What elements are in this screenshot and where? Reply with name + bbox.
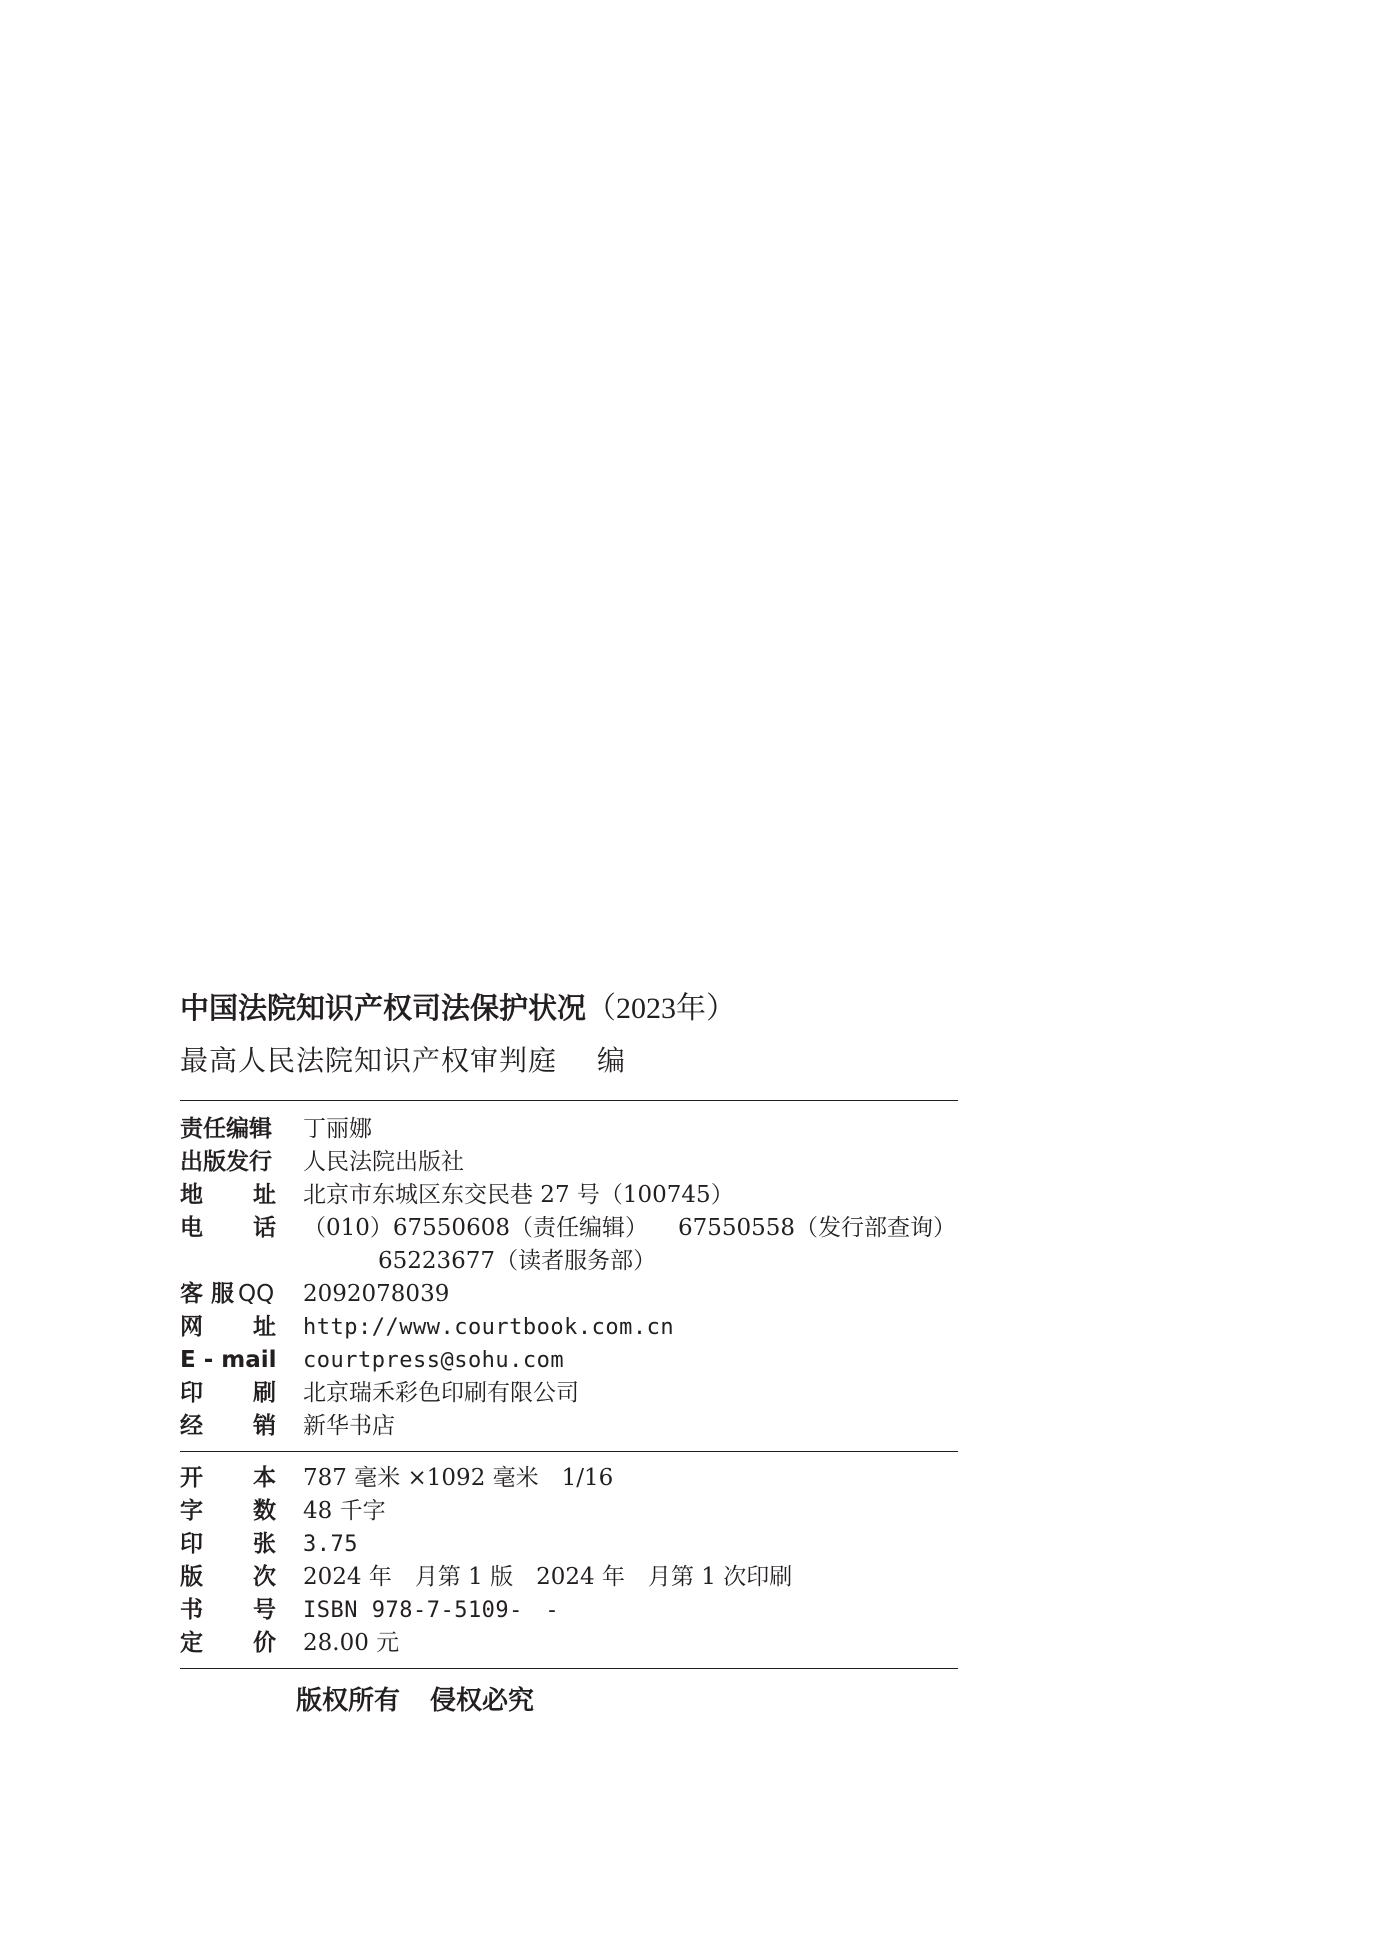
copyright-infringement: 侵权必究	[430, 1686, 535, 1716]
info-value-publisher: 人民法院出版社	[303, 1149, 464, 1175]
info-row-printer	[180, 1377, 958, 1410]
info-row-publisher	[180, 1146, 958, 1179]
info-label-website: 网 址	[180, 1314, 276, 1340]
copyright-page	[180, 983, 958, 1721]
info-row-distributor	[180, 1410, 958, 1443]
spec-label-sheets: 印 张	[180, 1531, 276, 1557]
spec-label-word-count: 字 数	[180, 1498, 276, 1524]
spec-row-sheets	[180, 1528, 958, 1561]
spec-value-price: 28.00 元	[303, 1630, 400, 1656]
info-label-qq: 客 服 QQ	[180, 1281, 275, 1307]
info-value-distributor: 新华书店	[303, 1413, 395, 1439]
divider-bottom	[180, 1668, 958, 1669]
info-row-qq	[180, 1278, 958, 1311]
publication-info	[180, 1101, 958, 1443]
book-specs	[180, 1452, 958, 1660]
info-label-email: E - mail	[180, 1347, 277, 1373]
spec-label-format: 开 本	[180, 1465, 276, 1491]
info-row-website	[180, 1311, 958, 1344]
phone-distribution: 67550558（发行部查询）	[677, 1215, 957, 1241]
copyright-notice	[296, 1681, 958, 1721]
info-label-publisher: 出版发行	[180, 1149, 272, 1175]
book-title-main: 中国法院知识产权司法保护状况	[180, 991, 587, 1025]
info-value-qq: 2092078039	[303, 1281, 450, 1307]
phone-editor: （010）67550608（责任编辑）	[303, 1215, 648, 1241]
spec-row-format	[180, 1462, 958, 1495]
book-title-year: （2023年）	[586, 992, 737, 1025]
info-row-address	[180, 1179, 958, 1212]
spec-label-isbn: 书 号	[180, 1597, 276, 1623]
phone-reader-service: 65223677（读者服务部）	[378, 1248, 657, 1274]
book-title	[180, 983, 958, 1033]
spec-value-word-count: 48 千字	[303, 1498, 386, 1524]
info-value-address: 北京市东城区东交民巷 27 号（100745）	[303, 1182, 734, 1208]
spec-value-edition: 2024 年 月第 1 版 2024 年 月第 1 次印刷	[303, 1564, 793, 1590]
spec-row-price	[180, 1627, 958, 1660]
info-value-phone	[303, 1212, 956, 1245]
spec-label-price: 定 价	[180, 1630, 276, 1656]
editor-line	[180, 1036, 958, 1086]
spec-row-edition	[180, 1561, 958, 1594]
spec-label-edition: 版 次	[180, 1564, 276, 1590]
copyright-all-rights: 版权所有	[296, 1686, 401, 1716]
info-value-printer: 北京瑞禾彩色印刷有限公司	[303, 1380, 579, 1406]
info-row-phone-cont	[180, 1245, 958, 1278]
info-label-printer: 印 刷	[180, 1380, 276, 1406]
info-label-address: 地 址	[180, 1182, 276, 1208]
spec-row-isbn	[180, 1594, 958, 1627]
info-row-email	[180, 1344, 958, 1377]
info-value-website: http://www.courtbook.com.cn	[303, 1315, 675, 1340]
info-label-phone: 电 话	[180, 1215, 276, 1241]
info-value-email: courtpress@sohu.com	[303, 1348, 565, 1373]
info-label-responsible-editor: 责任编辑	[180, 1116, 272, 1142]
spec-value-format: 787 毫米 ×1092 毫米 1/16	[303, 1465, 614, 1491]
info-label-distributor: 经 销	[180, 1413, 276, 1439]
info-row-responsible-editor	[180, 1113, 958, 1146]
spec-value-isbn: ISBN 978-7-5109- -	[303, 1598, 560, 1623]
info-row-phone	[180, 1212, 958, 1245]
editor-role: 编	[597, 1044, 627, 1077]
info-value-responsible-editor: 丁丽娜	[303, 1116, 372, 1142]
editor-org: 最高人民法院知识产权审判庭	[180, 1044, 558, 1077]
spec-value-sheets: 3.75	[303, 1532, 358, 1557]
spec-row-word-count	[180, 1495, 958, 1528]
